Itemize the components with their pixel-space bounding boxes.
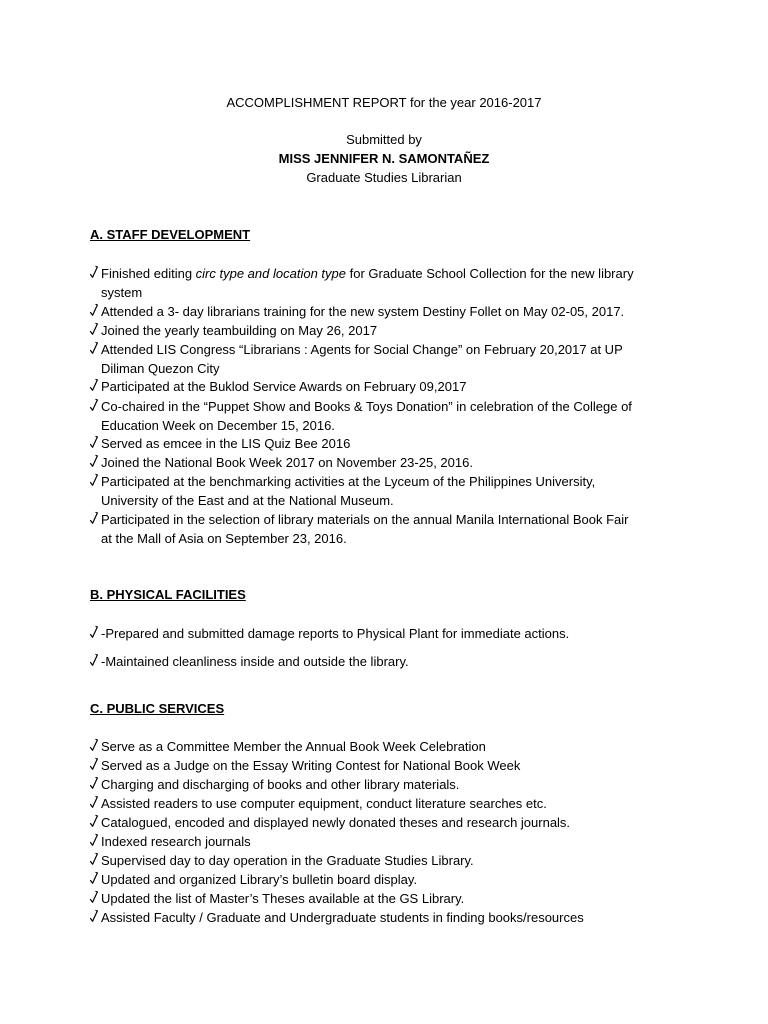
section-heading-physical-facilities: B. PHYSICAL FACILITIES — [90, 587, 246, 602]
list-item: Finished editing circ type and location type for Graduate School Collection for the new library system — [89, 264, 689, 302]
section-heading-staff-development: A. STAFF DEVELOPMENT — [90, 227, 251, 242]
checkmark-icon — [89, 510, 99, 529]
list-item: Attended a 3- day librarians training for the new system Destiny Follet on May 02-05, 2017. — [89, 302, 689, 321]
list-item: Updated the list of Master’s Theses available at the GS Library. — [89, 889, 689, 908]
checkmark-icon — [89, 908, 99, 927]
checkmark-icon — [89, 340, 99, 359]
list-item: -Prepared and submitted damage reports to Physical Plant for immediate actions. — [89, 624, 689, 643]
checkmark-icon — [89, 870, 99, 889]
list-item: Updated and organized Library’s bulletin board display. — [89, 870, 689, 889]
list-item: Co-chaired in the “Puppet Show and Books & Toys Donation” in celebration of the College of Education Week on December 15, 2016. — [89, 397, 689, 435]
checkmark-icon — [89, 832, 99, 851]
list-item: Catalogued, encoded and displayed newly donated theses and research journals. — [89, 813, 689, 832]
list-item: Served as a Judge on the Essay Writing Contest for National Book Week — [89, 756, 689, 775]
checkmark-icon — [89, 756, 99, 775]
checkmark-icon — [89, 472, 99, 491]
submitter-position: Graduate Studies Librarian — [306, 170, 462, 185]
checkmark-icon — [89, 652, 99, 671]
list-item: Assisted Faculty / Graduate and Undergraduate students in finding books/resources — [89, 908, 689, 927]
checkmark-icon — [89, 377, 99, 396]
checkmark-icon — [89, 264, 99, 283]
list-item: Participated at the benchmarking activities at the Lyceum of the Philippines University, University of the East and at the National Museum. — [89, 472, 689, 510]
list-item: Served as emcee in the LIS Quiz Bee 2016 — [89, 434, 689, 453]
list-item: Attended LIS Congress “Librarians : Agents for Social Change” on February 20,2017 at UP Diliman Quezon City — [89, 340, 689, 378]
list-item: Participated at the Buklod Service Awards on February 09,2017 — [89, 377, 689, 396]
submitted-by-label: Submitted by — [346, 132, 422, 147]
list-item: -Maintained cleanliness inside and outside the library. — [89, 652, 689, 671]
checkmark-icon — [89, 434, 99, 453]
checkmark-icon — [89, 737, 99, 756]
list-item: Participated in the selection of library materials on the annual Manila International Book Fair at the Mall of Asia on September 23, 2016. — [89, 510, 689, 548]
list-item: Joined the National Book Week 2017 on November 23-25, 2016. — [89, 453, 689, 472]
checkmark-icon — [89, 302, 99, 321]
list-item: Indexed research journals — [89, 832, 689, 851]
checkmark-icon — [89, 453, 99, 472]
checkmark-icon — [89, 813, 99, 832]
list-item: Supervised day to day operation in the Graduate Studies Library. — [89, 851, 689, 870]
list-item: Serve as a Committee Member the Annual Book Week Celebration — [89, 737, 689, 756]
list-item: Joined the yearly teambuilding on May 26, 2017 — [89, 321, 689, 340]
checkmark-icon — [89, 775, 99, 794]
checkmark-icon — [89, 794, 99, 813]
submitter-name: MISS JENNIFER N. SAMONTAÑEZ — [278, 151, 490, 166]
list-item: Charging and discharging of books and other library materials. — [89, 775, 689, 794]
checkmark-icon — [89, 397, 99, 416]
checkmark-icon — [89, 624, 99, 643]
checkmark-icon — [89, 851, 99, 870]
list-item: Assisted readers to use computer equipment, conduct literature searches etc. — [89, 794, 689, 813]
checkmark-icon — [89, 321, 99, 340]
report-title: ACCOMPLISHMENT REPORT for the year 2016-2017 — [226, 95, 542, 110]
checkmark-icon — [89, 889, 99, 908]
section-heading-public-services: C. PUBLIC SERVICES — [90, 701, 225, 716]
